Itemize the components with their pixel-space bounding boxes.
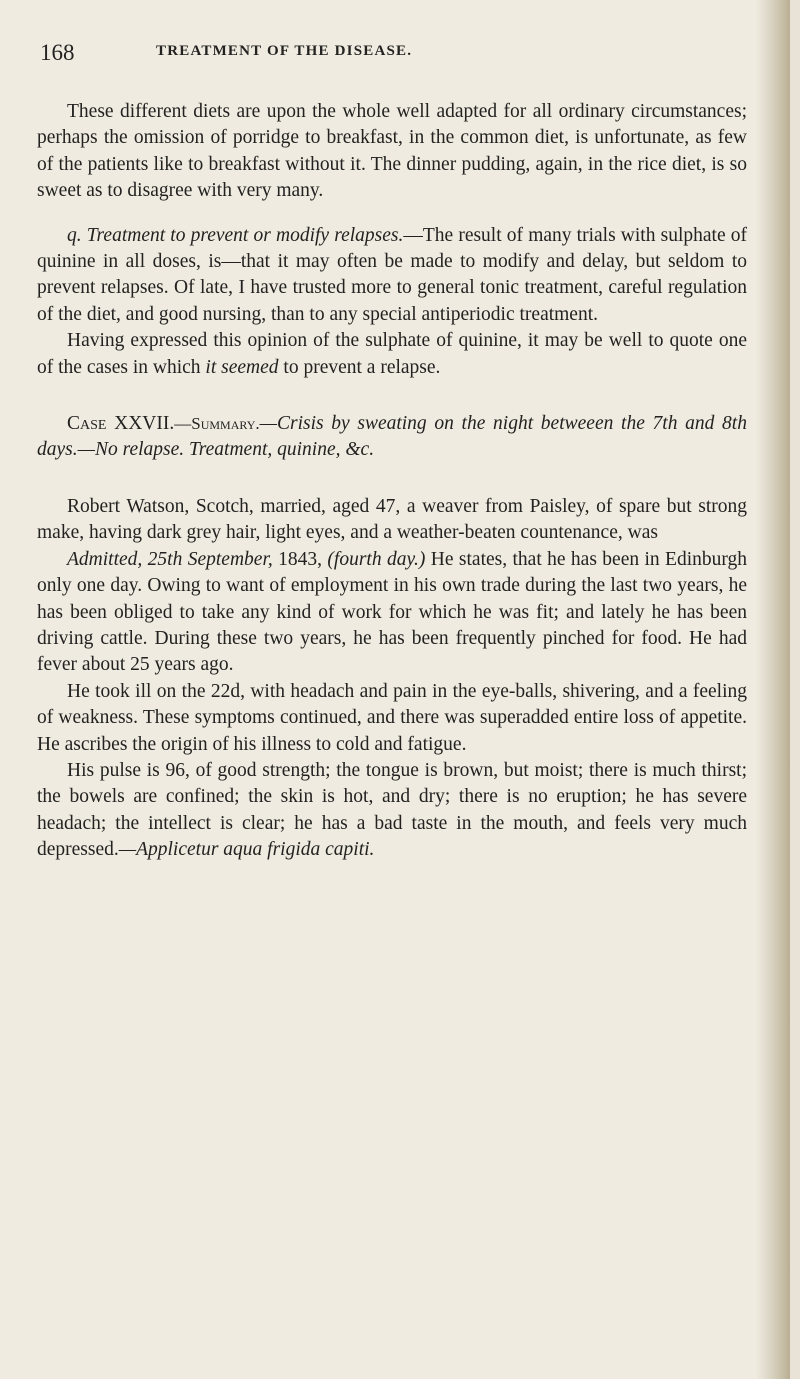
running-head: TREATMENT OF THE DISEASE. — [156, 43, 413, 59]
paragraph-quinine-opinion: Having expressed this opinion of the sulphate of quinine, it may be well to quote one of the cases in which it seemed to prevent a relapse. — [37, 330, 747, 378]
case-label: Case XXVII. — [67, 413, 175, 435]
summary-label: —Summary. — [174, 414, 260, 434]
case-summary: —Crisis by sweating on the night betweeen the 7th and 8th days.—No relapse. Treatment, quinine, &c. — [37, 413, 747, 461]
paragraph-relapses: q. Treatment to prevent or modify relapses.—The result of many trials with sulphate of quinine in all doses, is—that it may often be made to modify and delay, but seldom to prevent relapses. Of late, I have trusted more to general tonic treatment, careful regulation of the diet, and good nursing, than to any special antiperiodic treatment. — [37, 224, 747, 325]
page-edge — [756, 0, 790, 1379]
paragraph-examination: His pulse is 96, of good strength; the tongue is brown, but moist; there is much thirst; the bowels are confined; the skin is hot, and dry; there is no eruption; he has severe headach; the intellect is clear; he has a bad taste in the mouth, and feels very much depressed.—Applicetur aqua frigida capiti. — [37, 759, 747, 861]
paragraph-patient: Robert Watson, Scotch, married, aged 47, a weaver from Paisley, of spare but strong make, having dark grey hair, light eyes, and a weather-beaten countenance, was — [37, 495, 747, 544]
page-number: 168 — [40, 40, 75, 65]
paragraph-admission: Admitted, 25th September, 1843, (fourth day.) He states, that he has been in Edinburgh only one day. Owing to want of employment in his own trade during the last two years, he has been obliged to take any kind of work for which he was fit; and lately he has been driving cattle. During these two years, he has been frequently pinched for food. He had fever about 25 years ago. — [37, 548, 748, 676]
section-heading: q. Treatment to prevent or modify relapses. — [67, 224, 404, 246]
case-heading — [37, 411, 747, 464]
body-text — [37, 99, 747, 864]
paragraph-diets: These different diets are upon the whole well adapted for all ordinary circumstances; perhaps the omission of porridge to breakfast, in the common diet, is unfortunate, as few of the patients like to breakfast without it. The dinner pudding, again, in the rice diet, is so sweet as to disagree with very many. — [37, 101, 747, 202]
page-header — [40, 40, 750, 80]
paragraph-symptoms: He took ill on the 22d, with headach and pain in the eye-balls, shivering, and a feeling of weakness. These symptoms continued, and there was superadded entire loss of appetite. He ascribes the origin of his illness to cold and fatigue. — [37, 680, 747, 755]
latin-prescription: —Applicetur aqua frigida capiti. — [118, 839, 375, 861]
